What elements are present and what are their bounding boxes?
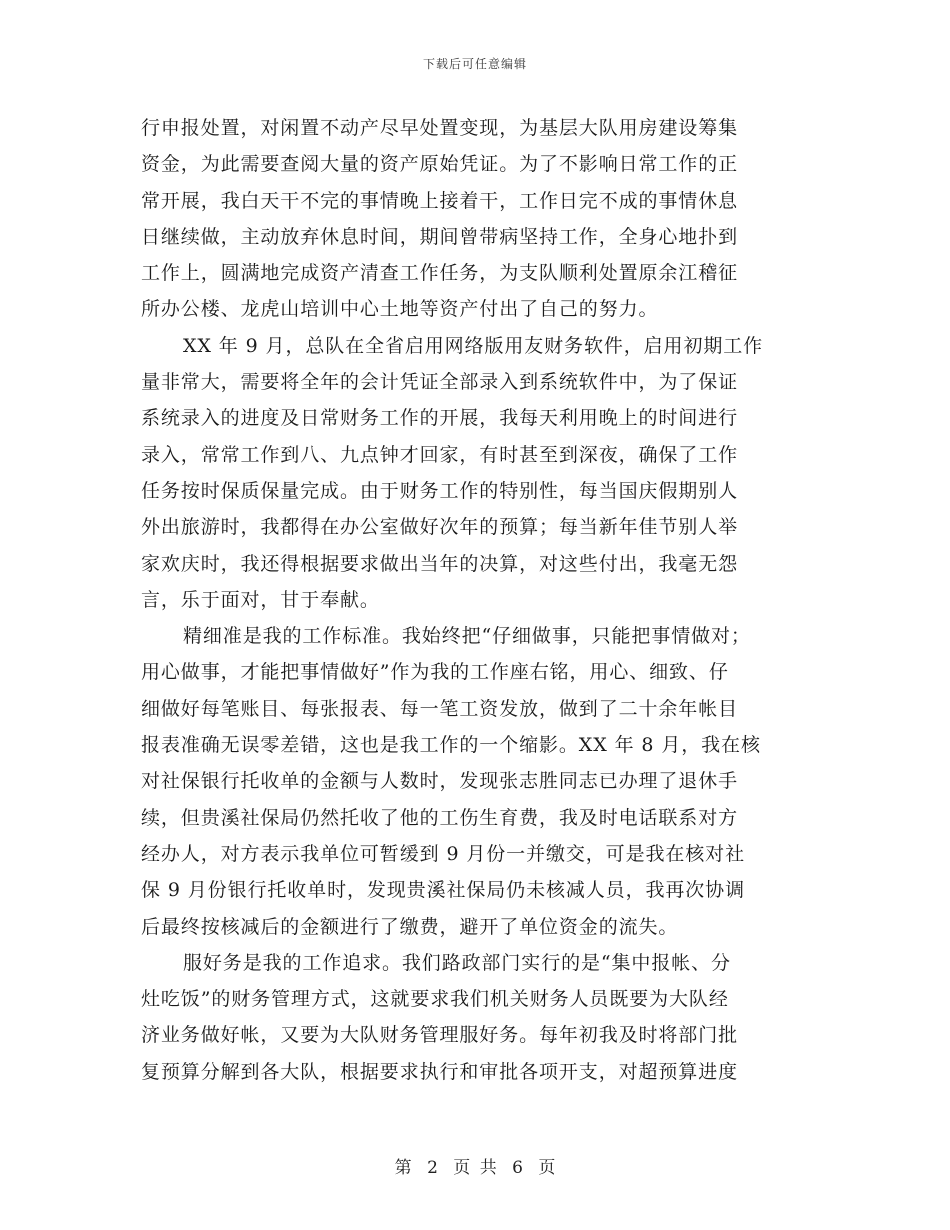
text-line: 保 9 月份银行托收单时，发现贵溪社保局仍未核减人员，我再次协调 — [141, 879, 745, 902]
text-line: 行申报处置，对闲置不动产尽早处置变现，为基层大队用房建设筹集 — [141, 117, 739, 139]
text-line: 日继续做，主动放弃休息时间，期间曾带病坚持工作，全身心地扑到 — [141, 225, 739, 248]
text-line: 资金，为此需要查阅大量的资产原始凭证。为了不影响日常工作的正 — [141, 153, 739, 176]
document-body — [141, 110, 809, 1090]
text-line: 录入，常常工作到八、九点钟才回家，有时甚至到深夜，确保了工作 — [141, 443, 739, 466]
text-line: 服好务是我的工作追求。我们路政部门实行的是“集中报帐、分 — [183, 951, 731, 974]
text-line: 言，乐于面对，甘于奉献。 — [141, 588, 380, 611]
text-line: 对社保银行托收单的金额与人数时，发现张志胜同志已办理了退休手 — [141, 770, 739, 793]
text-line: 常开展，我白天干不完的事情晚上接着干，工作日完不成的事情休息 — [141, 189, 739, 212]
text-line: 工作上，圆满地完成资产清查工作任务，为支队顺利处置原余江稽征 — [141, 262, 739, 285]
footer-suffix: 页 — [538, 1158, 556, 1178]
footer-middle: 页 共 — [453, 1158, 497, 1178]
text-line: 复预算分解到各大队，根据要求执行和审批各项开支，对超预算进度 — [141, 1060, 739, 1083]
text-line: 报表准确无误零差错，这也是我工作的一个缩影。XX 年 8 月，我在核 — [141, 734, 761, 757]
footer-total-pages: 6 — [512, 1158, 523, 1178]
text-line: 任务按时保质保量完成。由于财务工作的特别性，每当国庆假期别人 — [141, 479, 739, 502]
text-line: 济业务做好帐，又要为大队财务管理服好务。每年初我及时将部门批 — [141, 1024, 739, 1047]
text-line: 家欢庆时，我还得根据要求做出当年的决算，对这些付出，我毫无怨 — [141, 552, 739, 575]
text-line: 细做好每笔账目、每张报表、每一笔工资发放，做到了二十余年帐目 — [141, 697, 739, 720]
text-line: 外出旅游时，我都得在办公室做好次年的预算；每当新年佳节别人举 — [141, 516, 739, 539]
text-line: 系统录入的进度及日常财务工作的开展，我每天利用晚上的时间进行 — [141, 407, 739, 430]
footer-prefix: 第 — [394, 1158, 412, 1178]
text-line: 后最终按核减后的金额进行了缴费，避开了单位资金的流失。 — [141, 915, 679, 938]
text-line: 所办公楼、龙虎山培训中心土地等资产付出了自己的努力。 — [141, 298, 659, 321]
text-line: 经办人，对方表示我单位可暂缓到 9 月份一并缴交，可是我在核对社 — [141, 842, 745, 865]
text-line: 用心做事，才能把事情做好”作为我的工作座右铭，用心、细致、仔 — [141, 661, 729, 684]
text-line: XX 年 9 月，总队在全省启用网络版用友财务软件，启用初期工作 — [183, 334, 764, 357]
text-line: 灶吃饭”的财务管理方式，这就要求我们机关财务人员既要为大队经 — [141, 988, 729, 1011]
text-line: 续，但贵溪社保局仍然托收了他的工伤生育费，我及时电话联系对方 — [141, 806, 739, 829]
text-line: 精细准是我的工作标准。我始终把“仔细做事，只能把事情做对； — [183, 625, 751, 648]
text-line: 量非常大，需要将全年的会计凭证全部录入到系统软件中，为了保证 — [141, 371, 739, 394]
page-footer — [0, 1153, 950, 1178]
footer-current-page: 2 — [427, 1158, 438, 1178]
page-header: 下载后可任意编辑 — [422, 57, 527, 71]
